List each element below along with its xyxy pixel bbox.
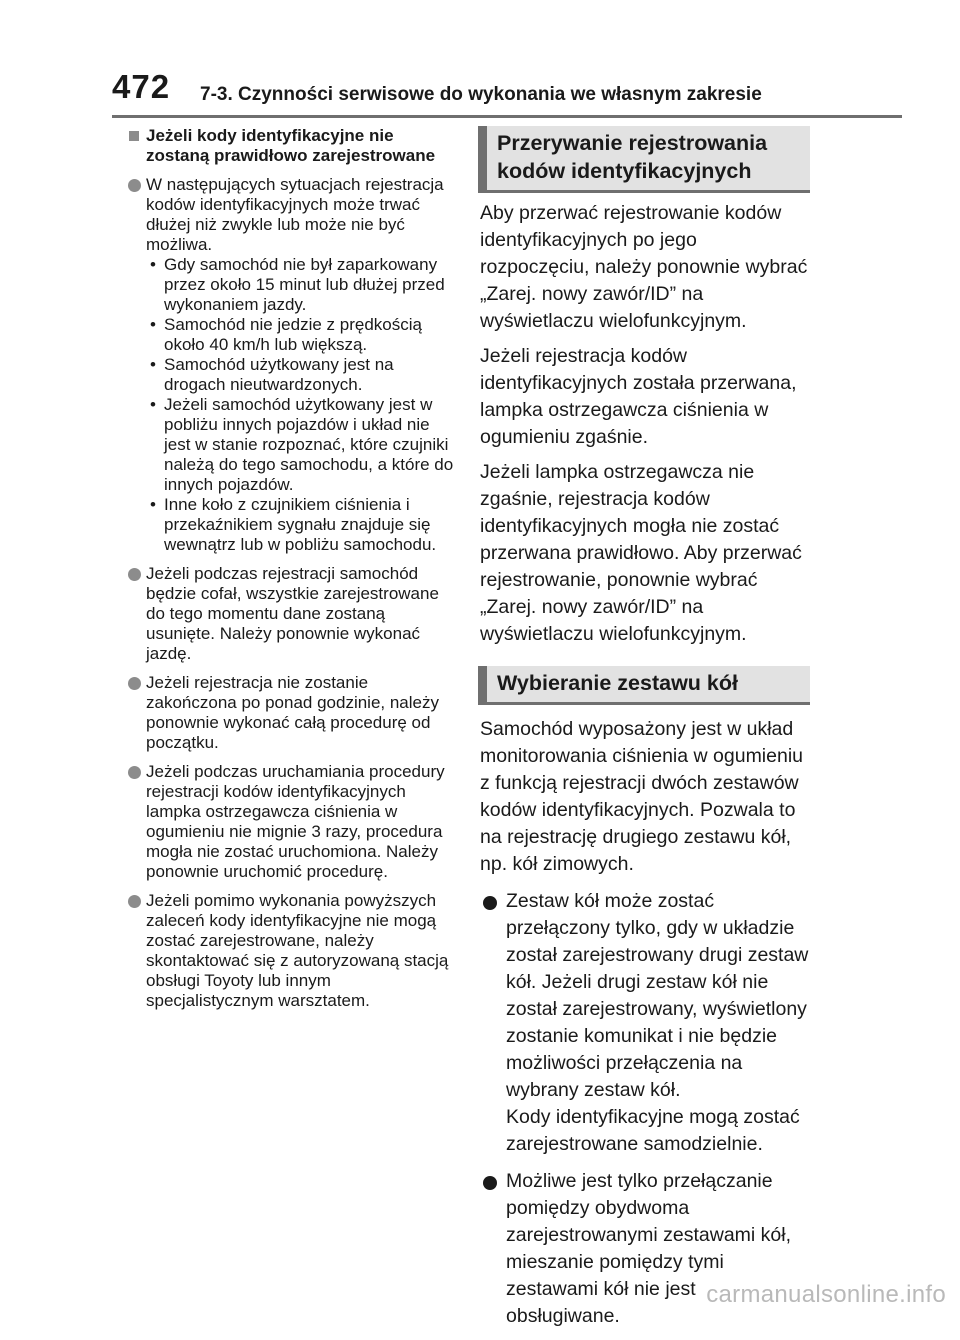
- note-text: W następujących sytuacjach rejestracja kodów identyfikacyjnych może trwać dłużej niż zwykle lub może nie być możliwa.: [146, 175, 444, 254]
- conditions-list: [146, 255, 455, 555]
- header-divider: [112, 115, 902, 118]
- note-text: Jeżeli pomimo wykonania powyższych zaleceń kody identyfikacyjne nie mogą zostać zarejestrowane, należy skontaktować się z autoryzowaną stacją obsługi Toyoty lub innym specjalistycznym warsztatem.: [146, 891, 449, 1010]
- list-item: • Gdy samochód nie był zaparkowany przez około 15 minut lub dłużej przed wykonaniem jazdy.: [150, 255, 445, 314]
- bullet-text: Możliwe jest tylko przełączanie pomiędzy obydwoma zarejestrowanymi zestawami kół, mieszanie pomiędzy tymi zestawami kół nie jest obsługiwane.: [506, 1170, 792, 1327]
- heading-interrupt-registration: Przerywanie rejestrowania kodów identyfikacyjnych: [478, 126, 810, 190]
- note-paragraph: [128, 564, 455, 664]
- page-header: [0, 0, 960, 116]
- note-paragraph: [128, 762, 455, 882]
- section-title: 7-3. Czynności serwisowe do wykonania we własnym zakresie: [200, 84, 762, 105]
- list-item: • Jeżeli samochód użytkowany jest w pobliżu innych pojazdów i układ nie jest w stanie rozpoznać, które czujniki należą do tego samochodu, a które do innych pojazdów.: [150, 395, 454, 494]
- left-column: [128, 126, 455, 1020]
- body-paragraph: Jeżeli rejestracja kodów identyfikacyjnych została przerwana, lampka ostrzegawcza ciśnienia w ogumieniu zgaśnie.: [480, 345, 797, 448]
- square-bullet-icon: [129, 131, 139, 141]
- list-item: • Samochód nie jedzie z prędkością około 40 km/h lub większą.: [150, 315, 422, 354]
- note-text: Jeżeli rejestracja nie zostanie zakończona po ponad godzinie, należy ponownie wykonać całą procedurę od początku.: [146, 673, 439, 752]
- circle-bullet-icon: [128, 179, 141, 192]
- circle-bullet-icon: [128, 766, 141, 779]
- note-text: Jeżeli podczas uruchamiania procedury rejestracji kodów identyfikacyjnych lampka ostrzegawcza ciśnienia w ogumieniu nie mignie 3 razy, procedura mogła nie zostać uruchomiona. Należy ponownie uruchomić procedurę.: [146, 762, 445, 881]
- subsection-heading: [128, 126, 455, 166]
- body-paragraph: Samochód wyposażony jest w układ monitorowania ciśnienia w ogumieniu z funkcją rejestracji dwóch zestawów kodów identyfikacyjnych. Pozwala to na rejestrację drugiego zestawu kół, np. kół zimowych.: [480, 718, 804, 875]
- body-paragraph: Jeżeli lampka ostrzegawcza nie zgaśnie, rejestracja kodów identyfikacyjnych mogła nie zostać przerwana prawidłowo. Aby przerwać rejestrowanie, ponownie wybrać „Zarej. nowy zawór/ID” na wyświetlaczu wielofunkcyjnym.: [480, 461, 802, 645]
- bullet-text: Zestaw kół może zostać przełączony tylko, gdy w układzie został zarejestrowany drugi zestaw kół. Jeżeli drugi zestaw kół nie został zarejestrowany, wyświetlony zostanie komunikat i nie będzie możliwości przełączenia na wybrany zestaw kół.: [506, 890, 809, 1101]
- note-paragraph: [128, 175, 455, 555]
- bullet-item: [480, 888, 810, 1158]
- note-text: Jeżeli podczas rejestracji samochód będzie cofał, wszystkie zarejestrowane do tego momentu dane zostaną usunięte. Należy ponownie wykonać jazdę.: [146, 564, 439, 663]
- note-paragraph: [128, 673, 455, 753]
- circle-bullet-icon: [483, 1176, 497, 1190]
- bullet-text: Kody identyfikacyjne mogą zostać zarejestrowane samodzielnie.: [506, 1106, 800, 1155]
- right-column: [480, 126, 810, 1340]
- page-number: 472: [112, 68, 171, 105]
- circle-bullet-icon: [128, 677, 141, 690]
- list-item: • Inne koło z czujnikiem ciśnienia i przekaźnikiem sygnału znajduje się wewnątrz lub w pobliżu samochodu.: [150, 495, 437, 554]
- subsection-heading-text: Jeżeli kody identyfikacyjne nie zostaną prawidłowo zarejestrowane: [146, 126, 436, 165]
- circle-bullet-icon: [128, 895, 141, 908]
- heading-wheel-set-selection: Wybieranie zestawu kół: [478, 666, 810, 702]
- circle-bullet-icon: [128, 568, 141, 581]
- circle-bullet-icon: [483, 896, 497, 910]
- watermark: carmanualsonline.info: [706, 1281, 946, 1308]
- note-paragraph: [128, 891, 455, 1011]
- body-paragraph: Aby przerwać rejestrowanie kodów identyfikacyjnych po jego rozpoczęciu, należy ponownie wybrać „Zarej. nowy zawór/ID” na wyświetlaczu wielofunkcyjnym.: [480, 202, 808, 332]
- list-item: • Samochód użytkowany jest na drogach nieutwardzonych.: [150, 355, 394, 394]
